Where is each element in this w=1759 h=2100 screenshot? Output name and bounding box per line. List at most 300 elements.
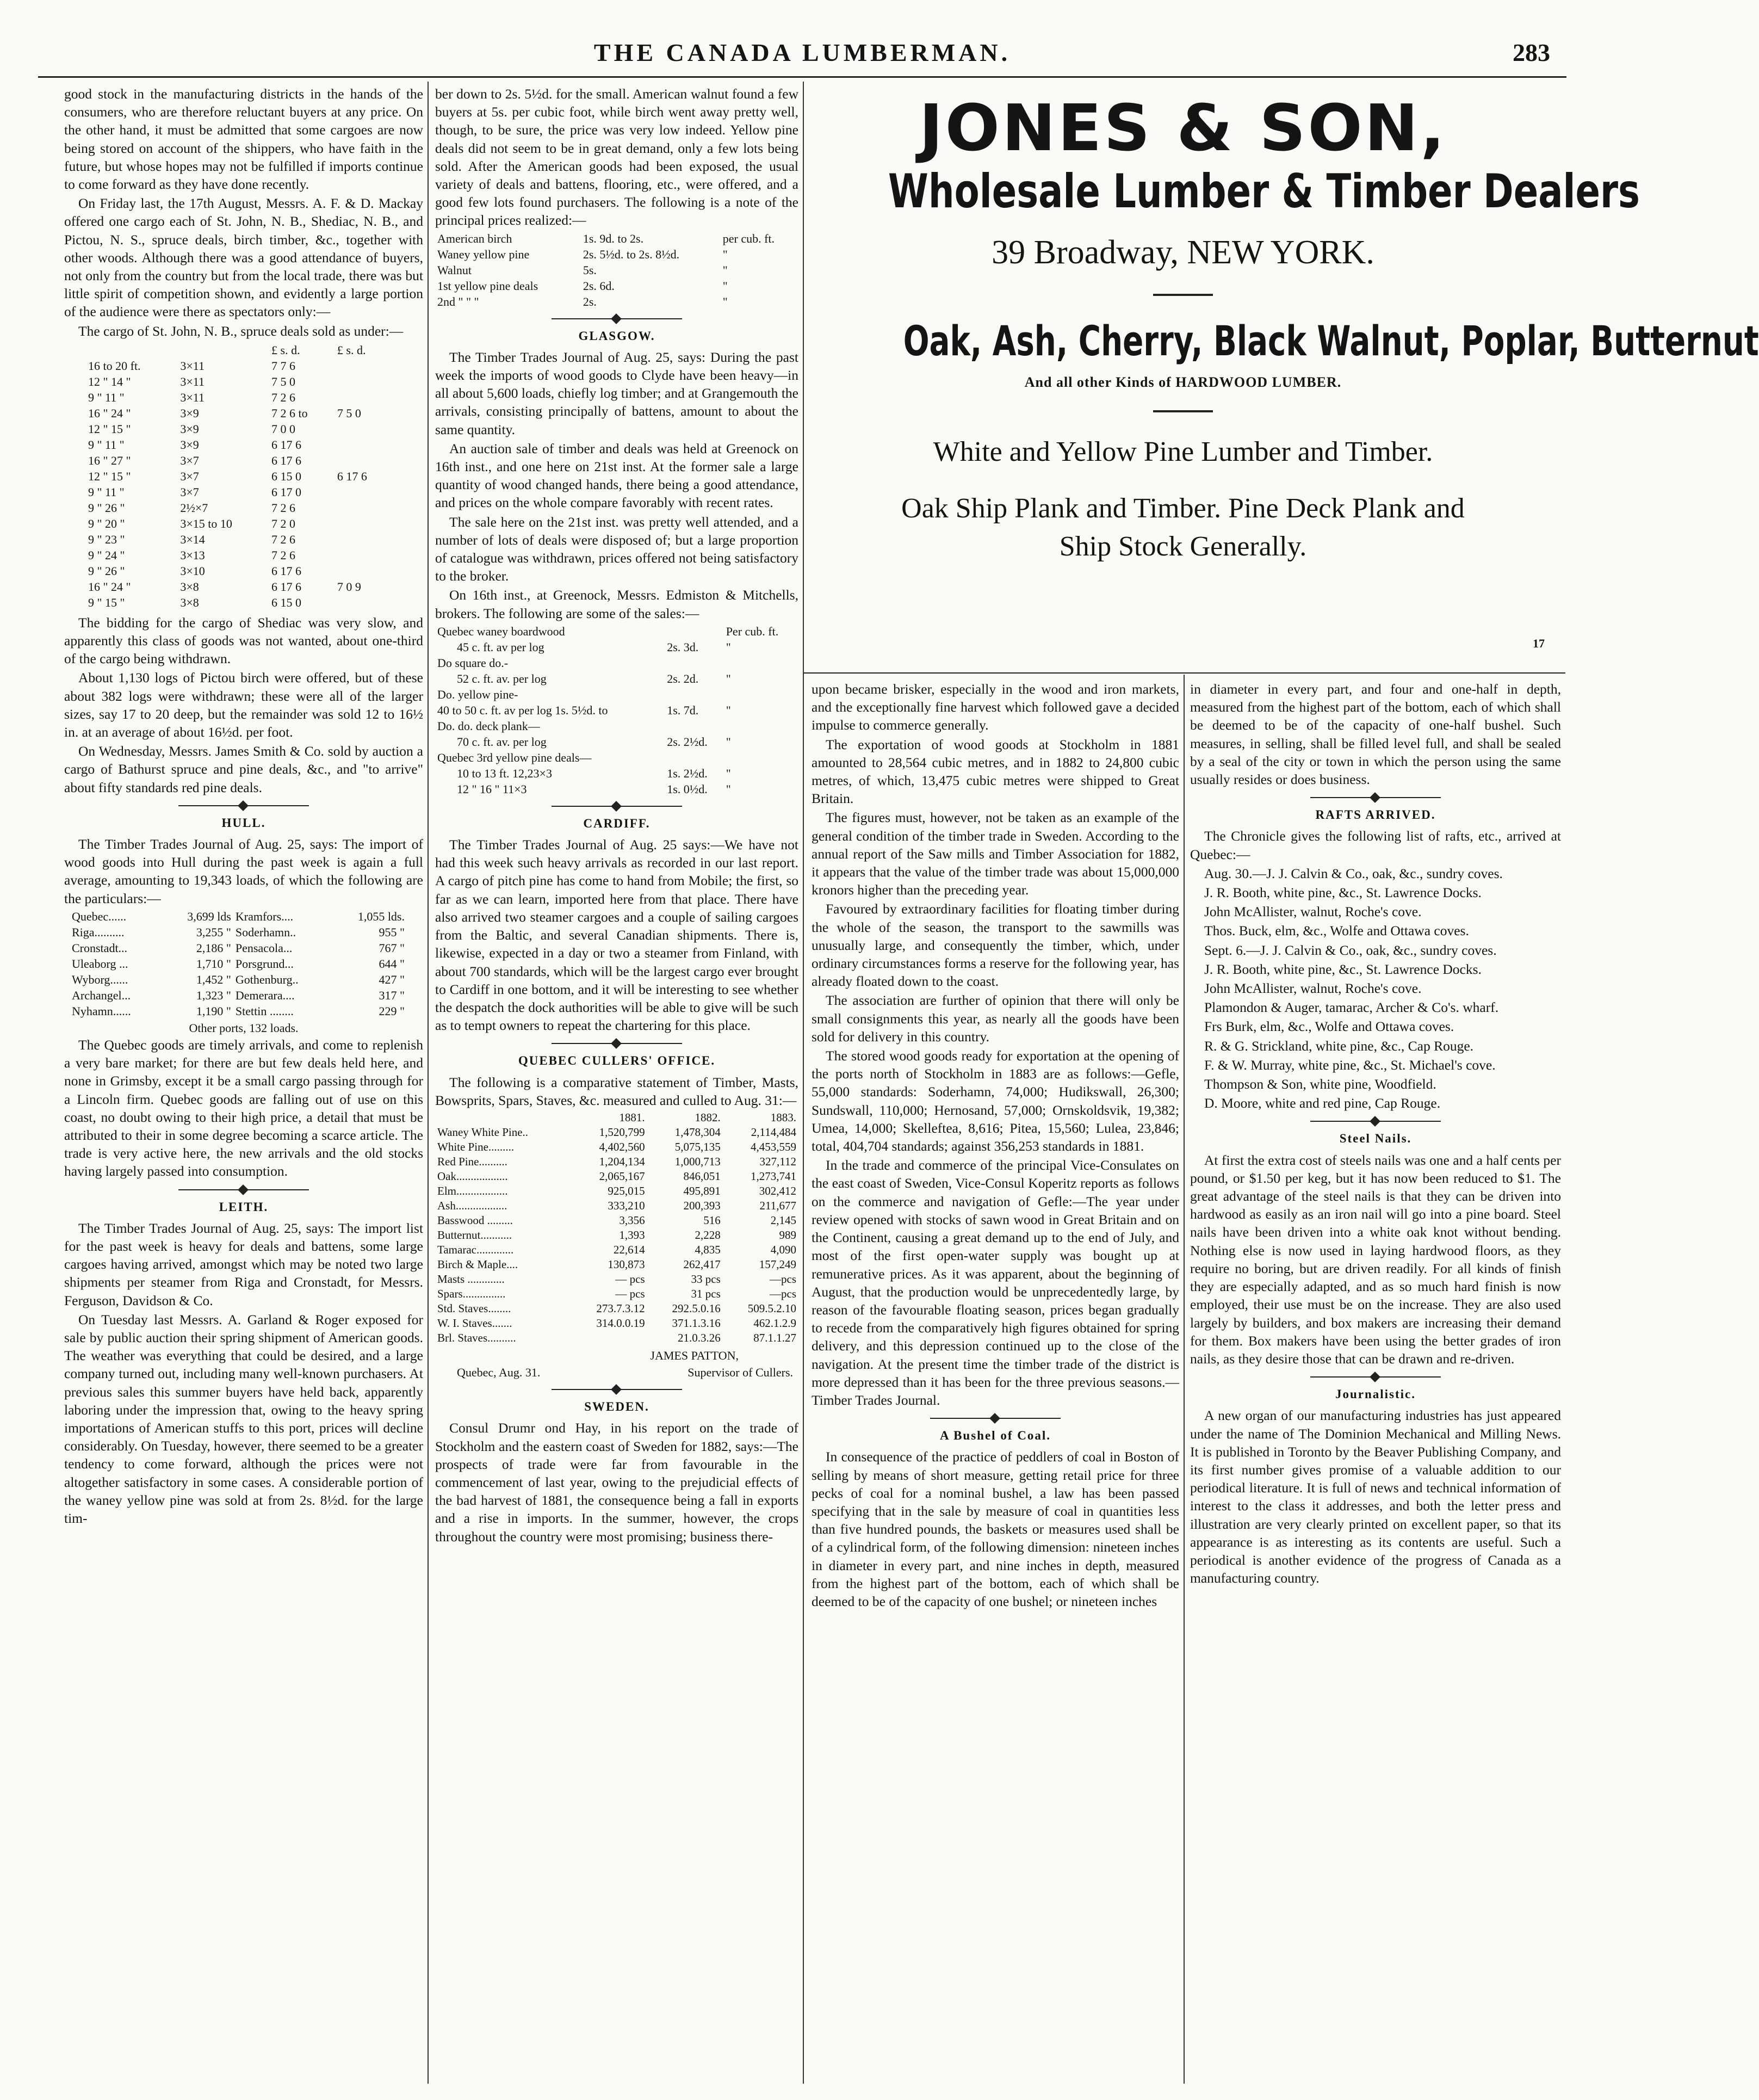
section-heading-bushel-of-coal: A Bushel of Coal. xyxy=(940,1429,1051,1443)
table-row xyxy=(435,1169,798,1184)
table-row xyxy=(435,1272,798,1287)
table-row xyxy=(86,595,391,610)
table-cell xyxy=(335,390,391,405)
paragraph: The Chronicle gives the following list of rafts, etc., arrived at Quebec:— xyxy=(1190,828,1561,862)
column-rule-2 xyxy=(803,82,804,2084)
paragraph: The stored wood goods ready for exportation at the opening of the ports north of Stockholm in 1883 are as follows:—Gefle, 55,000 standards: Soderhamn, 74,000; Hudikswall, 26,300; Sundswall, 110,000; Hernosand, 57,000; Ornskoldsvik, 19,382; Umea, 14,000; Skelleftea, 8,616; Pitea, 15,560; Lulea, 23,846; total, 404,704 standards; against 356,253 standards in 1881. xyxy=(812,1048,1179,1154)
table-cell: 3×10 xyxy=(180,564,205,578)
paragraph: The exportation of wood goods at Stockholm in 1881 amounted to 28,564 cubic metres, and in 1882 to 24,800 cubic metres, of which, 13,475 cubic metres were shipped to Great Britain. xyxy=(812,736,1179,807)
table-cell: 16 " 24 " xyxy=(88,579,131,594)
raft-entry: Frs Burk, elm, &c., Wolfe and Ottawa coves. xyxy=(1204,1018,1454,1035)
table-row xyxy=(86,516,391,532)
paragraph: The Timber Trades Journal of Aug. 25 says:—We have not had this week such heavy arrivals as recorded in our last report. A cargo of pitch pine has come to hand from Mobile; the first, so far as we can learn, imported here from that place. There have also arrived two steamer cargoes and a couple of sailing cargoes from the Baltic, and several Canadian shipments. There is, likewise, expected in a day or two a steamer from Finland, with about 700 standards, which will be the largest cargo ever brought to Cardiff in one bottom, and it will be interesting to see whether the despatch the dock authorities will be able to give will be such as to tempt owners to repeat the chartering for this place. xyxy=(435,837,798,1034)
paragraph: In consequence of the practice of peddlers of coal in Boston of selling by means of short measure, getting retail price for three pecks of coal for a nominal bushel, a law has been passed specifying that in the sale by measure of coal in quantities less than five hundred pounds, the baskets or measures used shall be of a cylindrical form, of the following dimension: nineteen inches in diameter in every part, and nine inches in depth, measured from the highest part of the bottom, each of which shall be deemed to be of the capacity of one bushel; or nineteen inches xyxy=(812,1449,1179,1609)
table-cell: 644 " xyxy=(379,956,405,971)
column-3 xyxy=(812,680,1179,2092)
table-cell: 955 " xyxy=(379,925,405,939)
table-row xyxy=(435,623,798,639)
table-row xyxy=(435,1331,798,1345)
cullers-place-date: Quebec, Aug. 31. xyxy=(457,1366,541,1380)
table-cell: 3×11 xyxy=(180,390,205,404)
table-row xyxy=(86,374,391,390)
table-cell: 6 17 0 xyxy=(271,485,302,499)
table-cell: " xyxy=(726,782,731,796)
table-cell: 3,356 xyxy=(619,1213,645,1227)
paragraph: In the trade and commerce of the principal Vice-Consulates on the east coast of Sweden, Vice-Consul Koperitz reports as follows on the commerce and navigation of Gefle:—The year under review opened with stocks of sawn wood in Great Britain and on the Continent, causing a great demand up to the end of July, and most of the first open-water supply was bought up at remunerative prices. As it was apparent, about the beginning of August, that the production would be unprecedentedly large, by reason of the favourable floating season, prices began gradually to recede from the comparatively high figures obtained for spring delivery, and this depression continued up to the close of the navigation. At the present time the timber trade of the district is more depressed than it has been for the three previous seasons.—Timber Trades Journal. xyxy=(812,1157,1179,1408)
table-cell: — pcs xyxy=(615,1272,645,1286)
table-cell: Butternut........... xyxy=(437,1228,512,1242)
advertisement-line: Oak Ship Plank and Timber. Pine Deck Plank and xyxy=(901,493,1465,524)
table-cell: Soderhamn.. xyxy=(235,925,296,939)
raft-entry: J. R. Booth, white pine, &c., St. Lawrence Docks. xyxy=(1204,961,1482,977)
table-cell: Pensacola... xyxy=(235,941,293,955)
table-row xyxy=(435,781,798,797)
table-cell: 130,873 xyxy=(608,1257,645,1271)
table-row xyxy=(435,278,798,294)
raft-entry: R. & G. Strickland, white pine, &c., Cap Rouge. xyxy=(1204,1037,1474,1054)
section-heading-journalistic: Journalistic. xyxy=(1335,1387,1416,1401)
running-title: THE CANADA LUMBERMAN. xyxy=(593,39,1011,66)
paragraph: The cargo of St. John, N. B., spruce deals sold as under:— xyxy=(78,323,404,339)
table-cell: 1s. 7d. xyxy=(667,703,699,717)
raft-entry: F. & W. Murray, white pine, &c., St. Michael's cove. xyxy=(1204,1057,1496,1073)
paragraph: Favoured by extraordinary facilities for floating timber during the whole of the season, the transport to the sawmills was unusually large, and consequently the timber, which, under ordinary circumstances forms a reserve for the following year, has already floated down to the coast. xyxy=(812,901,1179,990)
table-cell xyxy=(724,718,798,734)
table-row xyxy=(435,765,798,781)
table-cell: 21.0.3.26 xyxy=(678,1331,721,1344)
advertisement-divider xyxy=(1153,294,1213,296)
table-cell: 495,891 xyxy=(683,1184,721,1197)
hull-other-ports: Other ports, 132 loads. xyxy=(189,1021,299,1035)
table-row xyxy=(435,294,798,310)
table-cell: Uleaborg ... xyxy=(72,956,128,971)
table-cell: Tamarac............. xyxy=(437,1243,514,1256)
table-cell: Waney White Pine.. xyxy=(437,1125,529,1139)
table-cell: 1,323 " xyxy=(196,988,231,1002)
table-cell: 273.7.3.12 xyxy=(596,1301,645,1315)
table-cell: 9 " 11 " xyxy=(88,437,125,452)
table-row xyxy=(86,563,391,579)
table-cell: per cub. ft. xyxy=(722,231,775,245)
table-row xyxy=(86,532,391,547)
table-cell: 1,055 lds. xyxy=(357,909,405,923)
table-cell: 22,614 xyxy=(613,1243,645,1256)
table-cell: " xyxy=(722,294,728,308)
table-cell: 7 5 0 xyxy=(271,374,296,388)
table-row xyxy=(435,1301,798,1316)
table-cell: 989 xyxy=(779,1228,796,1242)
table-cell: 3×7 xyxy=(180,453,199,467)
table-cell: 70 c. ft. av. per log xyxy=(457,734,547,749)
table-cell: 3×11 xyxy=(180,374,205,388)
table-row xyxy=(435,687,798,702)
table-cell: 87.1.1.27 xyxy=(753,1331,796,1344)
table-cell: 7 0 0 xyxy=(271,422,296,436)
section-ornament xyxy=(552,315,682,323)
table-cell: " xyxy=(722,247,728,261)
paragraph: in diameter in every part, and four and one-half in depth, measured from the highest part of the bottom, each of which shall be deemed to be of the capacity of one-half bushel. Such measures, in selling, shall be filled level full, and shall be sealed by a seal of the city or town in which the person using the same usually resides or does business. xyxy=(1190,681,1561,788)
paragraph: upon became brisker, especially in the wood and iron markets, and the exceptionally fine harvest which followed gave a decided impulse to commerce generally. xyxy=(812,681,1179,733)
table-cell: 4,402,560 xyxy=(599,1140,645,1153)
advertisement-number: 17 xyxy=(1533,637,1545,650)
table-cell: Waney yellow pine xyxy=(437,247,530,261)
hull-imports-table xyxy=(70,909,407,1019)
section-ornament xyxy=(552,1386,682,1393)
table-cell: 10 to 13 ft. 12,23×3 xyxy=(457,766,552,780)
paragraph: The Timber Trades Journal of Aug. 25, says: The import of wood goods into Hull during the past week is again a full average, amounting to 19,343 loads, of which the following are the particulars:— xyxy=(64,836,423,906)
section-heading-hull: HULL. xyxy=(221,816,266,830)
jones-and-son-advertisement xyxy=(805,90,1759,669)
table-cell xyxy=(86,342,178,358)
table-cell: 7 2 6 xyxy=(271,548,296,562)
column-1 xyxy=(64,85,423,2092)
table-row xyxy=(86,437,391,453)
table-cell: 317 " xyxy=(379,988,405,1002)
table-cell: Red Pine.......... xyxy=(437,1154,507,1168)
table-cell: Stettin ........ xyxy=(235,1004,294,1018)
section-heading-cardiff: CARDIFF. xyxy=(583,816,651,830)
table-cell: 314.0.0.19 xyxy=(596,1316,645,1330)
table-cell: 16 " 27 " xyxy=(88,453,131,467)
table-cell: 327,112 xyxy=(759,1154,796,1168)
table-cell: Oak.................. xyxy=(437,1169,508,1183)
column-4 xyxy=(1190,680,1561,2092)
table-cell xyxy=(335,358,391,374)
raft-entry: Thompson & Son, white pine, Woodfield. xyxy=(1204,1076,1436,1092)
table-cell xyxy=(571,1331,647,1345)
table-cell: Nyhamn...... xyxy=(72,1004,131,1018)
paragraph: good stock in the manufacturing districts in the hands of the consumers, who are therefore reluctant buyers at any price. On the other hand, it must be admitted that some cargoes are now being stored on account of the shippers, who have faith in the future, but whose hopes may not be fulfilled if imports continue to come forward as they have done recently. xyxy=(64,86,423,193)
table-cell xyxy=(665,623,723,639)
advertisement-line: Ship Stock Generally. xyxy=(1059,531,1307,562)
table-cell: 6 17 6 xyxy=(271,437,302,452)
table-cell: 40 to 50 c. ft. av per log 1s. 5½d. to xyxy=(437,703,608,717)
table-header-row xyxy=(86,342,391,358)
table-cell: Spars............... xyxy=(437,1287,506,1300)
table-cell: " xyxy=(726,671,731,685)
table-row xyxy=(70,940,407,956)
advertised-woods: Oak, Ash, Cherry, Black Walnut, Poplar, Butternut xyxy=(903,317,1759,365)
table-cell: 2s. 2½d. xyxy=(667,734,708,749)
table-cell: 7 5 0 xyxy=(337,406,361,420)
table-row xyxy=(435,1154,798,1169)
table-cell: 2,114,484 xyxy=(751,1125,796,1139)
table-cell: White Pine......... xyxy=(437,1140,515,1153)
table-cell: Archangel... xyxy=(72,988,131,1002)
table-cell: 1st yellow pine deals xyxy=(437,279,538,293)
table-cell: 3×8 xyxy=(180,595,199,609)
column-rule-3 xyxy=(1184,675,1185,2084)
table-row xyxy=(435,1125,798,1140)
table-cell: 3×15 to 10 xyxy=(180,516,232,530)
paragraph: At first the extra cost of steels nails was one and a half cents per pound, or $1.50 per keg, but it has now been reduced to $1. The great advantage of the steel nails is that they can be driven into hardwood as easily as an iron nail will go into a pine board. Steel nails have been driven into a white oak knot without bending. Nothing else is now used in laying hardwood floors, as they require no boring, but are driven readily. For all kinds of finish they are especially adapted, and as so much hard finish is now employed, their use must be on the increase. They are also used largely by builders, and box makers are increasing their demand for them. Box makers have been using the better grades of iron nails, as they desire those that can be drawn and re-driven. xyxy=(1190,1152,1561,1367)
table-row xyxy=(435,655,798,671)
table-cell: 7 2 6 xyxy=(271,532,296,546)
table-row xyxy=(70,909,407,924)
table-cell: Elm.................. xyxy=(437,1184,508,1197)
table-cell: 3×9 xyxy=(180,422,199,436)
table-cell: £ s. d. xyxy=(271,343,300,357)
table-cell: 2s. xyxy=(583,294,597,308)
table-cell xyxy=(335,484,391,500)
table-cell: 1883. xyxy=(770,1110,796,1124)
table-cell: " xyxy=(726,640,731,654)
table-cell: Per cub. ft. xyxy=(726,624,779,638)
table-cell: 6 15 0 xyxy=(271,595,302,609)
table-cell xyxy=(178,342,269,358)
table-row xyxy=(435,1140,798,1154)
table-row xyxy=(435,734,798,750)
table-cell: 1s. 9d. to 2s. xyxy=(583,231,644,245)
table-cell: 9 " 23 " xyxy=(88,532,125,546)
table-cell: 1,204,134 xyxy=(599,1154,645,1168)
table-cell: 3×9 xyxy=(180,437,199,452)
table-row xyxy=(70,956,407,972)
cullers-signature-line xyxy=(435,1364,798,1380)
table-cell: Basswood ......... xyxy=(437,1213,513,1227)
table-cell: 9 " 11 " xyxy=(88,485,125,499)
table-cell: 3×13 xyxy=(180,548,205,562)
section-ornament xyxy=(1310,1373,1441,1381)
table-row xyxy=(70,924,407,940)
table-cell: 2nd " " " xyxy=(437,294,479,308)
table-cell: 333,210 xyxy=(608,1199,645,1212)
table-cell: 1,000,713 xyxy=(674,1154,721,1168)
table-cell: 9 " 24 " xyxy=(88,548,125,562)
raft-entry: John McAllister, walnut, Roche's cove. xyxy=(1204,980,1422,997)
table-cell: 4,835 xyxy=(695,1243,721,1256)
table-cell: 4,090 xyxy=(770,1243,796,1256)
advertiser-name: JONES & SON, xyxy=(919,90,1447,165)
section-heading-rafts-arrived: RAFTS ARRIVED. xyxy=(1315,808,1436,822)
table-cell: 229 " xyxy=(379,1004,405,1018)
table-row xyxy=(86,405,391,421)
table-row xyxy=(86,358,391,374)
greenock-sales-table xyxy=(435,623,798,797)
paragraph: The bidding for the cargo of Shediac was very slow, and apparently this class of goods was not wanted, about one-third of the cargo being withdrawn. xyxy=(64,614,423,667)
table-cell: 4,453,559 xyxy=(751,1140,796,1153)
table-cell: 1882. xyxy=(695,1110,721,1124)
table-cell xyxy=(335,563,391,579)
table-cell: " xyxy=(726,703,731,717)
table-row xyxy=(435,671,798,687)
table-cell: £ s. d. xyxy=(337,343,366,357)
table-cell: 45 c. ft. av per log xyxy=(457,640,544,654)
table-cell: W. I. Staves....... xyxy=(437,1316,512,1330)
table-cell: 1,190 " xyxy=(196,1004,231,1018)
table-cell xyxy=(335,595,391,610)
table-cell: 925,015 xyxy=(608,1184,645,1197)
table-cell: 52 c. ft. av. per log xyxy=(457,671,547,685)
table-cell: 211,677 xyxy=(759,1199,796,1212)
section-heading-quebec-cullers: QUEBEC CULLERS' OFFICE. xyxy=(518,1054,716,1068)
paragraph: ber down to 2s. 5½d. for the small. American walnut found a few buyers at 5s. per cubic foot, while birch went away pretty well, though, to be sure, the price was very low indeed. Yellow pine deals did not seem to be in great demand, only a few lots being sold. After the American goods had been exposed, the usual variety of deals and battens, flooring, etc., were offered, and a good few lots found purchasers. The following is a note of the principal prices realized:— xyxy=(435,86,798,228)
section-heading-sweden: SWEDEN. xyxy=(584,1400,649,1414)
table-cell: 9 " 26 " xyxy=(88,564,125,578)
table-cell: 462.1.2.9 xyxy=(753,1316,796,1330)
table-cell: 7 2 0 xyxy=(271,516,296,530)
table-row xyxy=(86,421,391,437)
table-cell: 3×8 xyxy=(180,579,199,594)
table-cell: 7 0 9 xyxy=(337,579,361,594)
table-row xyxy=(86,579,391,595)
table-cell: Kramfors.... xyxy=(235,909,294,923)
table-cell: Porsgrund... xyxy=(235,956,294,971)
table-cell: Brl. Staves.......... xyxy=(437,1331,516,1344)
table-row xyxy=(435,1228,798,1243)
table-row xyxy=(86,453,391,468)
table-cell: Ash.................. xyxy=(437,1199,507,1212)
table-cell xyxy=(435,1110,571,1125)
table-cell: 1,273,741 xyxy=(751,1169,796,1183)
paragraph: The Timber Trades Journal of Aug. 25, says: The import list for the past week is heavy for deals and battens, some large cargoes having arrived, amongst which may be noted two large shipments per steamer from Riga and Cronstadt, for Messrs. Ferguson, Davidson & Co. xyxy=(64,1220,423,1308)
table-cell: 33 pcs xyxy=(691,1272,721,1286)
paragraph: The sale here on the 21st inst. was pretty well attended, and a number of lots of deals were disposed of; but a large proportion of catalogue was withdrawn, prices offered not being satisfactory to the broker. xyxy=(435,514,798,584)
table-cell xyxy=(335,547,391,563)
table-cell: 2s. 6d. xyxy=(583,279,615,293)
section-heading-glasgow: GLASGOW. xyxy=(578,329,655,343)
table-cell xyxy=(335,437,391,453)
table-cell: 12 " 16 " 11×3 xyxy=(457,782,527,796)
table-cell: — pcs xyxy=(615,1287,645,1300)
paragraph: A new organ of our manufacturing industries has just appeared under the name of The Dominion Mechanical and Milling News. It is published in Toronto by the Beaver Publishing Company, and its first number gives promise of a valuable addition to our periodical literature. It is full of news and technical information of interest to the class it addresses, and both the letter press and illustration are very clearly printed on excellent paper, so that its appearance is as interesting as its contents are useful. Such a periodical is another evidence of the progress of Canada as a manufacturing country. xyxy=(1190,1407,1561,1586)
section-ornament xyxy=(1310,1117,1441,1125)
table-cell: 509.5.2.10 xyxy=(747,1301,796,1315)
advertisement-divider xyxy=(1153,410,1213,412)
table-row xyxy=(435,1287,798,1301)
table-cell: Quebec waney boardwood xyxy=(437,624,565,638)
table-cell xyxy=(665,750,723,765)
raft-entry: John McAllister, walnut, Roche's cove. xyxy=(1204,904,1422,920)
paragraph: On 16th inst., at Greenock, Messrs. Edmiston & Mitchells, brokers. The following are some of the sales:— xyxy=(435,587,798,621)
table-cell: 7 2 6 xyxy=(271,501,296,515)
table-cell: —pcs xyxy=(770,1287,796,1300)
table-row xyxy=(435,246,798,262)
table-cell: 16 to 20 ft. xyxy=(88,359,141,373)
table-cell: " xyxy=(726,734,731,749)
table-cell: 7 2 6 xyxy=(271,390,296,404)
table-cell: 7 2 6 to xyxy=(271,406,308,420)
cullers-signature-name: JAMES PATTON, xyxy=(650,1348,739,1362)
table-cell xyxy=(724,750,798,765)
table-cell: Quebec 3rd yellow pine deals— xyxy=(437,750,592,764)
table-cell: " xyxy=(726,766,731,780)
table-cell xyxy=(665,655,723,671)
table-cell: Riga.......... xyxy=(72,925,125,939)
table-cell: Demerara.... xyxy=(235,988,295,1002)
table-row xyxy=(86,484,391,500)
table-cell: 16 " 24 " xyxy=(88,406,131,420)
table-row xyxy=(70,1003,407,1019)
table-cell: 302,412 xyxy=(759,1184,796,1197)
table-row xyxy=(435,1199,798,1213)
table-cell: 292.5.0.16 xyxy=(672,1301,721,1315)
table-cell: 6 17 6 xyxy=(337,469,367,483)
table-cell: 7 7 6 xyxy=(271,359,296,373)
section-ornament xyxy=(178,1186,309,1194)
advertiser-trade: Wholesale Lumber & Timber Dealers xyxy=(888,164,1640,219)
table-cell: Gothenburg.. xyxy=(235,972,299,986)
advertisement-bottom-rule xyxy=(804,672,1565,674)
table-row xyxy=(86,468,391,484)
table-cell: American birch xyxy=(437,231,512,245)
table-cell: 371.1.3.16 xyxy=(672,1316,721,1330)
paragraph: The association are further of opinion that there will only be small consignments this year, as nearly all the goods have been sold for delivery in this country. xyxy=(812,992,1179,1045)
page-header xyxy=(44,38,1561,76)
table-cell: Masts ............. xyxy=(437,1272,505,1286)
table-cell xyxy=(335,421,391,437)
table-cell: Do. yellow pine- xyxy=(437,687,518,701)
table-cell xyxy=(665,718,723,734)
table-cell: 2,065,167 xyxy=(599,1169,645,1183)
table-row xyxy=(86,547,391,563)
paragraph: An auction sale of timber and deals was held at Greenock on 16th inst., and one here on 21st inst. At the former sale a large quantity of wood changed hands, there being a good attendance, and prices on the whole compare favorably with recent rates. xyxy=(435,440,798,511)
table-cell: 262,417 xyxy=(683,1257,721,1271)
column-rule-1 xyxy=(428,82,429,2084)
table-cell: 1,710 " xyxy=(196,956,231,971)
table-cell: —pcs xyxy=(770,1272,796,1286)
table-cell: 200,393 xyxy=(683,1199,721,1212)
table-row xyxy=(435,639,798,655)
table-cell: 3×11 xyxy=(180,359,205,373)
table-cell: Cronstadt... xyxy=(72,941,128,955)
table-row xyxy=(86,390,391,405)
table-row xyxy=(435,1213,798,1228)
table-cell xyxy=(335,532,391,547)
table-row xyxy=(435,718,798,734)
table-cell xyxy=(335,374,391,390)
table-row xyxy=(435,702,798,718)
table-cell: 3,255 " xyxy=(196,925,231,939)
table-cell: 1s. 0½d. xyxy=(667,782,708,796)
raft-entry: D. Moore, white and red pine, Cap Rouge. xyxy=(1204,1095,1441,1111)
table-cell: Wyborg...... xyxy=(72,972,128,986)
table-cell: 5s. xyxy=(583,263,597,277)
table-cell: 2s. 5½d. to 2s. 8½d. xyxy=(583,247,680,261)
table-cell: 31 pcs xyxy=(691,1287,721,1300)
table-cell: 2,228 xyxy=(695,1228,721,1242)
table-row xyxy=(435,1243,798,1257)
table-cell: 12 " 15 " xyxy=(88,469,131,483)
table-cell: 9 " 15 " xyxy=(88,595,125,609)
paragraph: On Tuesday last Messrs. A. Garland & Roger exposed for sale by public auction their spring shipment of American goods. The weather was everything that could be desired, and a large company turned out, including many well-known purchasers. At previous sales this summer buyers have held back, apparently laboring under the impression that, owing to the heavy spring importations of American stuffs to this port, prices will decline considerably. On Tuesday, however, there seemed to be a greater tendency to come forward, although the prices were not altogether satisfactory in some cases. A considerable portion of the waney yellow pine was sold at from 2s. 8½d. for the large tim- xyxy=(64,1311,423,1526)
table-row xyxy=(435,750,798,765)
table-row xyxy=(435,1316,798,1331)
table-cell xyxy=(335,516,391,532)
table-cell: 5,075,135 xyxy=(674,1140,721,1153)
table-row xyxy=(70,987,407,1003)
table-cell: 2s. 3d. xyxy=(667,640,699,654)
table-cell: 2s. 2d. xyxy=(667,671,699,685)
advertiser-address: 39 Broadway, NEW YORK. xyxy=(992,234,1374,271)
table-cell: " xyxy=(722,263,728,277)
prices-realized-table xyxy=(435,231,798,310)
table-cell xyxy=(724,687,798,702)
paragraph: The Timber Trades Journal of Aug. 25, says: During the past week the imports of wood goods to Clyde have been heavy—in all about 5,600 loads, chiefly log timber; and at Grangemouth the arrivals, consisting principally of battens, amount to about the same quantity. xyxy=(435,349,798,437)
raft-entry: J. R. Booth, white pine, &c., St. Lawrence Docks. xyxy=(1204,885,1482,901)
column-2 xyxy=(435,85,798,2092)
table-cell xyxy=(335,500,391,516)
table-cell: 846,051 xyxy=(683,1169,721,1183)
table-cell: 1,478,304 xyxy=(674,1125,721,1139)
section-ornament xyxy=(1310,794,1441,801)
table-cell: 2,186 " xyxy=(196,941,231,955)
table-cell: 3×7 xyxy=(180,469,199,483)
table-cell: Do. do. deck plank— xyxy=(437,719,540,733)
table-cell xyxy=(335,453,391,468)
advertisement-line: White and Yellow Pine Lumber and Timber. xyxy=(933,436,1433,467)
table-cell: 1s. 2½d. xyxy=(667,766,708,780)
